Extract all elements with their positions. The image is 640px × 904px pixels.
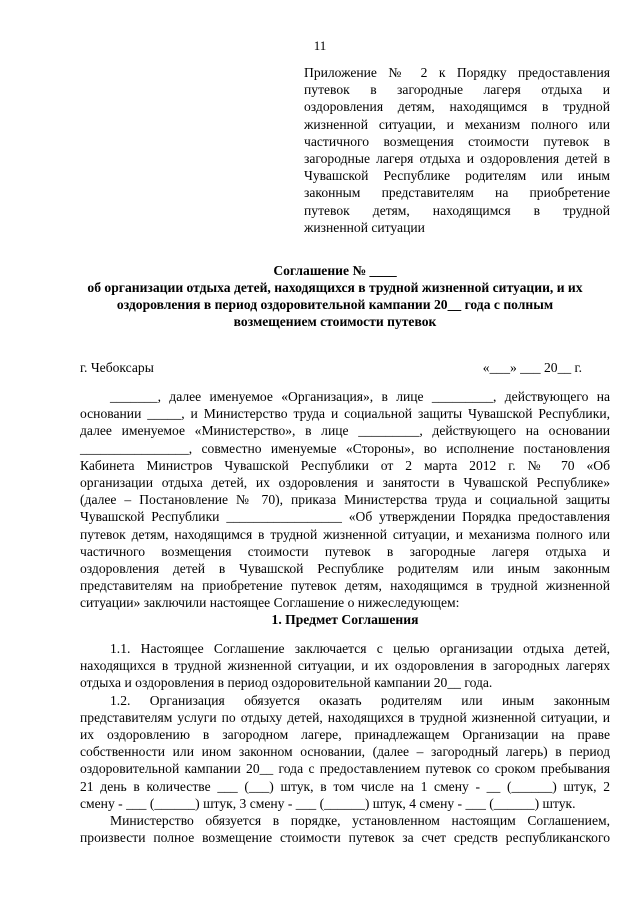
section-line: собственности или ином законном основании, (далее – загородный лагерь) в период [80, 744, 610, 760]
preamble-line: представителям на приобретение путевок детям, находящимся в трудной жизненной [80, 578, 610, 594]
section-line: их оздоровлению в загородном лагере, принадлежащем Организации на праве [80, 726, 610, 742]
section-line: смену - ___ (______) штук, 3 смену - ___ (______) штук, 4 смену - ___ (______) штук. [80, 795, 576, 811]
agreement-subtitle-line: оздоровления в период оздоровительной кампании 20__ года с полным [116, 297, 554, 312]
agreement-subtitle-line: об организации отдыха детей, находящихся в трудной жизненной ситуации, и их [87, 280, 583, 295]
section-body [80, 640, 610, 846]
section-line: 21 день в количестве ___ (___) штук, в том числе на 1 смену - __ (______) штук, 2 [80, 778, 610, 794]
appendix-line: путевок детям, находящимся в трудной [304, 202, 610, 218]
section-line: представителям услуги по отдыху детей, находящихся в трудной жизненной ситуации, и [80, 709, 610, 725]
section-line: 1.2. Организация обязуется оказать родителям или иным законным [110, 692, 610, 708]
section-line: произвести полное возмещение стоимости путевок за счет средств республиканского [80, 830, 610, 846]
appendix-line: жизненной ситуации, и механизм полного или [304, 116, 610, 132]
appendix-line: жизненной ситуации [304, 219, 425, 235]
page-number: 11 [313, 38, 327, 53]
preamble-line: оздоровления детей в Чувашской Республике родителям или иным законным [80, 560, 610, 576]
preamble-line: ситуации» заключили настоящее Соглашение о нижеследующем: [80, 595, 460, 611]
preamble-line: основании _____, и Министерство труда и социальной защиты Чувашской Республики, [80, 406, 610, 422]
appendix-line: путевок в загородные лагеря отдыха и [304, 82, 610, 98]
section-line: Министерство обязуется в порядке, установленном настоящим Соглашением, [110, 812, 610, 828]
preamble-line: ________________, совместно именуемые «Стороны», во исполнение постановления [80, 440, 610, 456]
agreement-subtitle-line: возмещением стоимости путевок [233, 314, 437, 329]
section-line: 1.1. Настоящее Соглашение заключается с целью организации отдыха детей, [110, 641, 610, 656]
section-line: оздоровительной кампании 20__ года с предоставлением путевок со сроком пребывания [80, 761, 610, 777]
preamble-line: Чувашской Республики _________________ «Об утверждении Порядка предоставления [80, 509, 610, 525]
section-line: находящихся в трудной жизненной ситуации, и их оздоровления в загородных лагерях [80, 658, 610, 674]
agreement-title: Соглашение № ____ [273, 263, 397, 278]
preamble-line: (далее – Постановление № 70), приказа Министерства труда и социальной защиты [80, 492, 610, 508]
preamble-line: Кабинета Министров Чувашской Республики от 2 марта 2012 г. № 70 «Об [80, 457, 610, 473]
appendix-line: Приложение № 2 к Порядку предоставления [304, 65, 610, 80]
city: г. Чебоксары [80, 360, 154, 375]
appendix-note [304, 64, 610, 236]
preamble-line: частичного возмещения стоимости путевок в загородные лагеря отдыха и [80, 543, 610, 559]
appendix-line: законным представителям на приобретение [304, 185, 610, 201]
appendix-line: Чувашской Республике родителям или иным [304, 168, 610, 184]
section-line: отдыха и оздоровления в период оздоровительной кампании 20__ года. [80, 675, 493, 691]
appendix-line: частичного возмещения стоимости путевок в [304, 133, 610, 149]
appendix-line: загородные лагеря отдыха и оздоровления детей в [304, 151, 610, 167]
appendix-line: оздоровления детям, находящимся в трудной [304, 99, 610, 115]
preamble-line: далее именуемое «Министерство», в лице _________, действующего на основании [80, 423, 610, 439]
preamble-line: _______, далее именуемое «Организация», в лице _________, действующего на [110, 389, 610, 404]
section-heading: 1. Предмет Соглашения [271, 612, 419, 627]
preamble [80, 388, 610, 611]
preamble-line: организации отдыха детей, их оздоровления и занятости в Чувашской Республике» [80, 474, 610, 490]
preamble-line: путевок детям, находящимся в трудной жизненной ситуации, и механизма полного или [80, 526, 610, 542]
date-field: «___» ___ 20__ г. [482, 360, 582, 375]
